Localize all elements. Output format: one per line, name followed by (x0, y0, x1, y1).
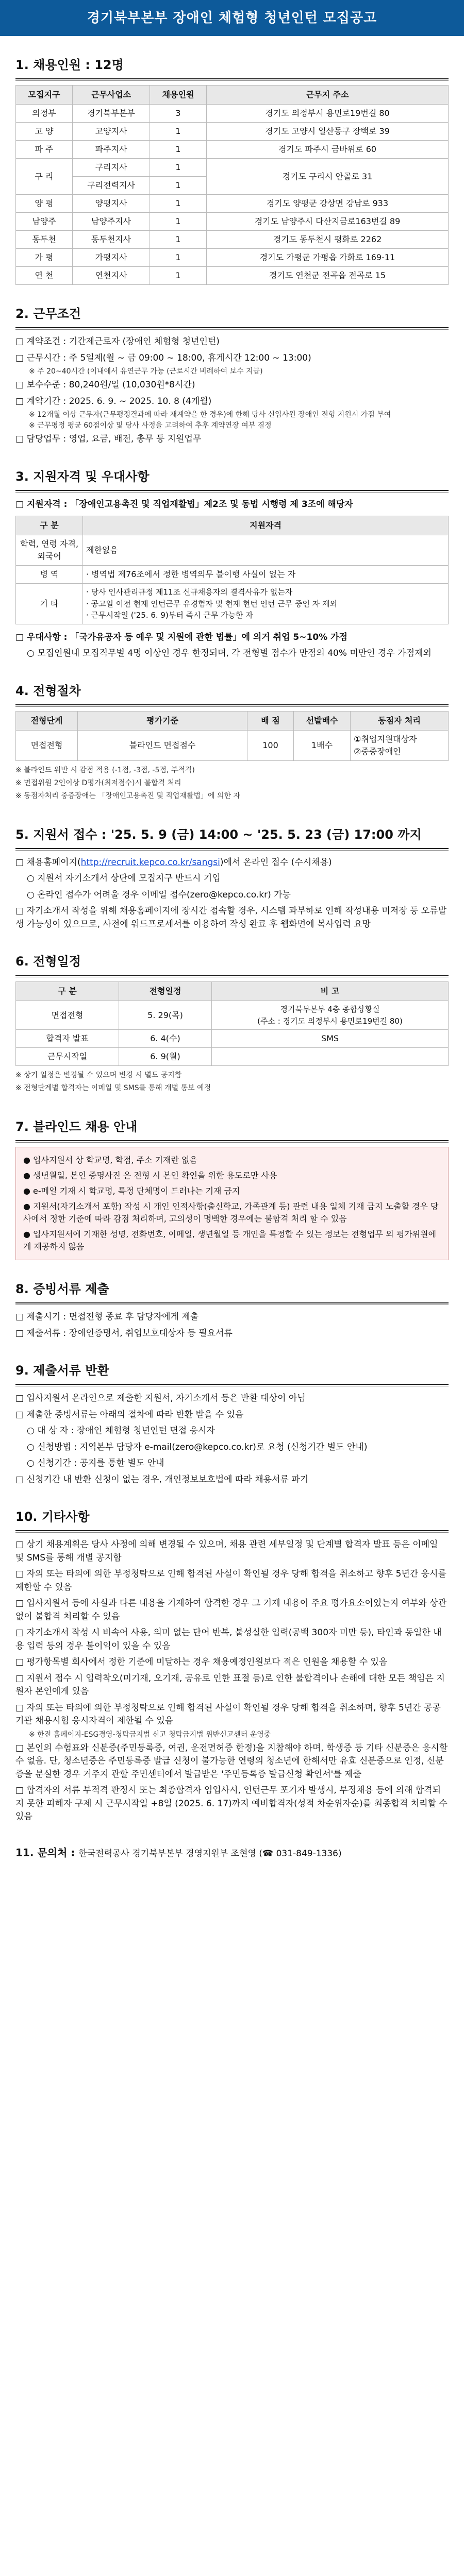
col-header: 구 분 (16, 982, 119, 1001)
cell: 1 (150, 123, 207, 141)
cell: 5. 29(목) (119, 1001, 212, 1030)
list-item: □ 신청기간 내 반환 신청이 없는 경우, 개인정보보호법에 따라 채용서류 파기 (15, 1474, 309, 1485)
list-item: ● e-메일 기재 시 학교명, 특정 단체명이 드러나는 기재 금지 (23, 1186, 240, 1196)
section-blind-hiring (15, 1117, 449, 1260)
cell: 고 양 (16, 123, 73, 141)
section-documents (15, 1280, 449, 1342)
note-item: ※ 동점자처리 중증장애는 「장애인고용촉진 및 직업재활법」에 의한 자 (15, 791, 241, 800)
list-item: ○ 신청기간 : 공지를 통한 별도 안내 (27, 1458, 164, 1468)
divider (15, 1302, 449, 1305)
divider (15, 327, 449, 330)
title-bar (0, 0, 464, 36)
table-row (16, 535, 449, 566)
col-header: 배 점 (247, 711, 294, 730)
cell: · 당사 인사관리규정 제11조 신규채용자의 결격사유가 없는자 · 공고일 이전 현재 인턴근무 유경험자 및 현재 현턴 인턴 근무 중인 자 제외 · 근무시작일 ('25. 6. 9)부터 즉시 근무 가능한 자 (83, 584, 449, 624)
selection-table (15, 711, 449, 761)
section-qualifications (15, 467, 449, 662)
divider (15, 704, 449, 707)
cell: 경기북부본부 4층 종합상황실 (주소 : 경기도 의정부시 용민로19번길 80) (212, 1001, 449, 1030)
list-item: □ 계약기간 : 2025. 6. 9. ~ 2025. 10. 8 (4개월) (15, 396, 212, 406)
cell: 가평지사 (73, 249, 150, 267)
schedule-notes (15, 1066, 449, 1098)
cell: 1 (150, 159, 207, 177)
cell: 파주지사 (73, 141, 150, 159)
list-item: ○ 지원서 자기소개서 상단에 모집지구 반드시 기입 (27, 873, 221, 884)
cell: 1 (150, 141, 207, 159)
col-header: 지원자격 (83, 516, 449, 535)
col-header: 전형단계 (16, 711, 78, 730)
cell: 남양주지사 (73, 213, 150, 231)
table-row (16, 123, 449, 141)
selection-notes (15, 761, 449, 806)
table-row (16, 249, 449, 267)
cell: 구 리 (16, 159, 73, 195)
section-heading: 10. 기타사항 (15, 1510, 90, 1524)
note-item: ※ 면접위원 2인이상 D평가(최저점수)시 불합격 처리 (15, 778, 181, 787)
item-text: )에서 온라인 접수 (수시채용) (220, 857, 332, 868)
cell: 고양지사 (73, 123, 150, 141)
list-item: ● 입사지원서 상 학교명, 학점, 주소 기재란 없음 (23, 1155, 197, 1165)
note-item: ※ 전형단계별 합격자는 이메일 및 SMS를 통해 개별 통보 예정 (15, 1084, 211, 1092)
list-item: □ 제출서류 : 장애인증명서, 취업보호대상자 등 필요서류 (15, 1328, 233, 1338)
schedule-table (15, 981, 449, 1066)
tie-rule: ①취업지원대상자 (354, 734, 417, 744)
cell: 양 평 (16, 195, 73, 213)
page-title: 경기북부본부 장애인 체험형 청년인턴 모집공고 (87, 10, 377, 26)
col-header: 동점자 처리 (351, 711, 449, 730)
preference-title: □ 우대사항 : 「국가유공자 등 예우 및 지원에 관한 법률」에 의거 취업 5~10% 가점 (15, 632, 347, 642)
cell: 6. 4(수) (119, 1030, 212, 1048)
divider (15, 78, 449, 81)
list-item: ● 지원서(자기소개서 포함) 작성 시 개인 인적사항(출신학교, 가족관계 등) 관련 내용 일체 기재 금지 노출할 경우 당사에서 정한 기준에 따라 감점 처리하며, 고의성이 명백한 경우에는 불합격 처리 할 수 있음 (23, 1201, 439, 1224)
cell: 기 타 (16, 584, 83, 624)
section-heading: 1. 채용인원 : 12명 (15, 58, 124, 72)
contact-detail: 한국전력공사 경기북부본부 경영지원부 조현영 (☎ 031-849-1336) (78, 1848, 342, 1859)
list-item: ○ 온라인 접수가 어려울 경우 이메일 접수(zero@kepco.co.kr) 가능 (27, 889, 291, 900)
table-row (16, 1030, 449, 1048)
cell: 1배수 (294, 730, 351, 760)
list-item: □ 지원서 접수 시 입력착오(미기재, 오기재, 공유로 인한 표절 등)로 인한 불합격이나 손해에 대한 모든 책임은 지원자 본인에게 있음 (15, 1673, 445, 1697)
list-item: □ 자의 또는 타의에 의한 부정청탁으로 인해 합격된 사실이 확인될 경우 당해 합격을 취소하며, 향후 5년간 공공기관 채용시험 응시자격이 제한될 수 있음 (15, 1702, 441, 1726)
col-header: 평가기준 (78, 711, 247, 730)
divider (15, 490, 449, 493)
col-header: 전형일정 (119, 982, 212, 1001)
recruit-homepage-link[interactable]: http://recruit.kepco.co.kr/sangsi (80, 857, 220, 868)
col-header: 비 고 (212, 982, 449, 1001)
list-item: □ 제출시기 : 면접전형 종료 후 담당자에게 제출 (15, 1312, 199, 1322)
cell: 동두천지사 (73, 231, 150, 249)
cell: 1 (150, 267, 207, 285)
section-contact (15, 1845, 449, 1861)
section-application (15, 825, 449, 933)
table-row (16, 213, 449, 231)
cell: 연 천 (16, 267, 73, 285)
list-item: ● 입사지원서에 기재한 성명, 전화번호, 이메일, 생년월일 등 개인을 특정할 수 있는 정보는 전형업무 외 평가위원에게 제공하지 않음 (23, 1229, 437, 1251)
cell: 구리지사 (73, 159, 150, 177)
table-row (16, 195, 449, 213)
cell: 병 역 (16, 566, 83, 584)
list-item: □ 입사지원서 온라인으로 제출한 지원서, 자기소개서 등은 반환 대상이 아님 (15, 1393, 306, 1403)
cell: 경기도 남양주시 다산지금로163번길 89 (207, 213, 449, 231)
section-heading: 5. 지원서 접수 : '25. 5. 9 (금) 14:00 ~ '25. 5. 23 (금) 17:00 까지 (15, 827, 422, 842)
cell: 1 (150, 177, 207, 195)
note-item: ※ 주 20~40시간 (이내에서 유연근무 가능 (근로시간 비례하여 보수 지급) (29, 367, 263, 376)
table-row (16, 231, 449, 249)
col-header: 선발배수 (294, 711, 351, 730)
cell: 경기도 파주시 금바위로 60 (207, 141, 449, 159)
section-heading: 7. 블라인드 채용 안내 (15, 1120, 138, 1134)
cell: 파 주 (16, 141, 73, 159)
section-heading: 8. 증빙서류 제출 (15, 1282, 109, 1296)
section-heading: 4. 전형절차 (15, 683, 81, 698)
table-row (16, 584, 449, 624)
section-heading: 2. 근무조건 (15, 307, 81, 321)
table-row (16, 1048, 449, 1066)
cell: 경기도 의정부시 용민로19번길 80 (207, 105, 449, 123)
cell: 경기북부본부 (73, 105, 150, 123)
list-item: □ 보수수준 : 80,240원/일 (10,030원*8시간) (15, 380, 195, 390)
list-item: □ 계약조건 : 기간제근로자 (장애인 체험형 청년인턴) (15, 336, 220, 347)
section-heading: 11. 문의처 : (15, 1846, 75, 1859)
cell: 가 평 (16, 249, 73, 267)
cell: 경기도 동두천시 평화로 2262 (207, 231, 449, 249)
cell: 1 (150, 231, 207, 249)
cell: 블라인드 면접점수 (78, 730, 247, 760)
cell: 3 (150, 105, 207, 123)
note-item: ※ 12개월 이상 근무자(근무평정결과에 따라 재계약을 한 경우)에 한해 당사 신입사원 장애인 전형 지원시 가점 부여 (29, 411, 391, 419)
list-item: □ 본인의 수험표와 신분증(주민등록증, 여권, 운전면허증 한정)을 지참해야 하며, 학생증 등 기타 신분증은 응시할 수 없음. 단, 청소년증은 주민등록증 발급 신청이 불가능한 연령의 청소년에 한해서만 유효 신분증으로 인정, 신분증을 분실한 경우 거주지 관할 주민센터에서 발급받은 '주민등록증 발급신청 확인서'를 제출 (15, 1742, 448, 1780)
list-item: □ 자기소개서 작성 시 비속어 사용, 의미 없는 단어 반복, 불성실한 입력(공백 300자 미만 등), 타인과 동일한 내용 입력 등의 경우 불이익이 있을 수 있음 (15, 1628, 442, 1651)
cell: 학력, 연령 자격, 외국어 (16, 535, 83, 566)
list-item: □ 근무시간 : 주 5일제(월 ~ 금 09:00 ~ 18:00, 휴게시간 12:00 ~ 13:00) (15, 352, 311, 363)
cell: 남양주 (16, 213, 73, 231)
list-item: □ 제출한 증빙서류는 아래의 절차에 따라 반환 받을 수 있음 (15, 1409, 244, 1420)
section-recruit-count (15, 56, 449, 285)
cell: 경기도 양평군 강상면 강남로 933 (207, 195, 449, 213)
cell: · 병역법 제76조에서 정한 병역의무 불이행 사실이 없는 자 (83, 566, 449, 584)
cell (212, 1048, 449, 1066)
cell: 구리전력지사 (73, 177, 150, 195)
cell: 100 (247, 730, 294, 760)
section-misc (15, 1507, 449, 1825)
table-row (16, 159, 449, 177)
cell: 양평지사 (73, 195, 150, 213)
section-schedule (15, 952, 449, 1098)
tie-rule: ②중증장애인 (354, 746, 401, 756)
cell: 제한없음 (83, 535, 449, 566)
cell: 경기도 구리시 안골로 31 (207, 159, 449, 195)
section-heading: 6. 전형일정 (15, 954, 81, 969)
table-row (16, 1001, 449, 1030)
table-row (16, 566, 449, 584)
section-work-conditions (15, 304, 449, 448)
preference-note: ○ 모집인원내 모집직무별 4명 이상인 경우 한정되며, 각 전형별 점수가 만점의 40% 미만인 경우 가점제외 (27, 648, 432, 658)
qualification-table (15, 516, 449, 624)
divider (15, 848, 449, 851)
recruit-table (15, 85, 449, 285)
list-item: □ 입사지원서 등에 사실과 다른 내용을 기재하여 합격한 경우 그 기재 내용이 주요 평가요소이었는지 여부와 상관없이 불합격 처리할 수 있음 (15, 1598, 447, 1622)
cell: 1 (150, 195, 207, 213)
cell: 연천지사 (73, 267, 150, 285)
cell: 동두천 (16, 231, 73, 249)
col-header: 모집지구 (16, 86, 73, 105)
divider (15, 975, 449, 977)
table-row (16, 730, 449, 760)
cell: 6. 9(월) (119, 1048, 212, 1066)
col-header: 구 분 (16, 516, 83, 535)
cell: 경기도 고양시 일산동구 장백로 39 (207, 123, 449, 141)
table-row (16, 267, 449, 285)
cell: 합격자 발표 (16, 1030, 119, 1048)
table-row (16, 105, 449, 123)
divider (15, 1384, 449, 1386)
list-item: □ 평가항목별 회사에서 정한 기준에 미달하는 경우 채용예정인원보다 적은 인원을 채용할 수 있음 (15, 1657, 388, 1667)
table-row (16, 141, 449, 159)
cell (351, 730, 449, 760)
section-selection-process (15, 682, 449, 806)
cell: 면접전형 (16, 1001, 119, 1030)
note-item: ※ 근무평정 평균 60점이상 및 당사 사정을 고려하여 추후 계약연장 여부 결정 (29, 421, 272, 430)
list-item: □ 자의 또는 타의에 의한 부정청탁으로 인해 합격된 사실이 확인될 경우 당해 합격을 취소하고 향후 5년간 응시를 제한할 수 있음 (15, 1569, 446, 1592)
cell: 경기도 연천군 전곡읍 전곡로 15 (207, 267, 449, 285)
list-item: ○ 대 상 자 : 장애인 체험형 청년인턴 면접 응시자 (27, 1426, 215, 1436)
list-item: □ 자기소개서 작성을 위해 채용홈페이지에 장시간 접속할 경우, 시스템 과부하로 인해 작성내용 미저장 등 오류발생 가능성이 있으므로, 사전에 워드프로세서를 이용하여 작성 완료 후 웹화면에 복사입력 요망 (15, 906, 447, 929)
list-item: ● 생년월일, 본인 증명사진 은 전형 시 본인 확인을 위한 용도로만 사용 (23, 1171, 277, 1180)
qualification-title: □ 지원자격 : 「장애인고용촉진 및 직업재활법」제2조 및 동법 시행령 제 3조에 해당자 (15, 499, 353, 510)
list-item: ○ 신청방법 : 지역본부 담당자 e-mail(zero@kepco.co.kr)로 요청 (신청기간 별도 안내) (27, 1442, 368, 1452)
note-item: ※ 한전 홈페이지-ESG경영-청탁금지법 신고 청탁금지법 위반신고센터 운영중 (29, 1730, 271, 1739)
divider (15, 1530, 449, 1533)
cell: 1 (150, 249, 207, 267)
note-item: ※ 블라인드 위반 시 감점 적용 (-1점, -3점, -5점, 부적격) (15, 766, 195, 774)
list-item: □ 합격자의 서류 부적격 판정시 또는 최종합격자 임입사시, 인턴근무 포기자 발생시, 부정채용 등에 의해 합격되지 못한 피해자 구제 시 근무시작일 +8일 (2025. 6. 17)까지 예비합격자(성적 차순위자순)를 최종합격 처리할 수 있음 (15, 1785, 448, 1822)
section-heading: 3. 지원자격 및 우대사항 (15, 469, 150, 484)
list-item (15, 855, 449, 871)
section-heading: 9. 제출서류 반환 (15, 1363, 109, 1378)
divider (15, 1140, 449, 1143)
cell: 의정부 (16, 105, 73, 123)
section-document-return (15, 1361, 449, 1488)
blind-hiring-box (15, 1147, 449, 1260)
item-text: □ 채용홈페이지( (15, 857, 81, 868)
col-header: 채용인원 (150, 86, 207, 105)
cell: 1 (150, 213, 207, 231)
cell: 면접전형 (16, 730, 78, 760)
col-header: 근무지 주소 (207, 86, 449, 105)
note-item: ※ 상기 일정은 변경될 수 있으며 변경 시 별도 공지함 (15, 1071, 182, 1079)
cell: 경기도 가평군 가평읍 가화로 169-11 (207, 249, 449, 267)
list-item: □ 담당업무 : 영업, 요금, 배전, 총무 등 지원업무 (15, 434, 202, 444)
col-header: 근무사업소 (73, 86, 150, 105)
cell: 근무시작일 (16, 1048, 119, 1066)
list-item: □ 상기 채용계획은 당사 사정에 의해 변경될 수 있으며, 채용 관련 세부일정 및 단계별 합격자 발표 등은 이메일 및 SMS를 통해 개별 공지함 (15, 1539, 438, 1563)
cell: SMS (212, 1030, 449, 1048)
